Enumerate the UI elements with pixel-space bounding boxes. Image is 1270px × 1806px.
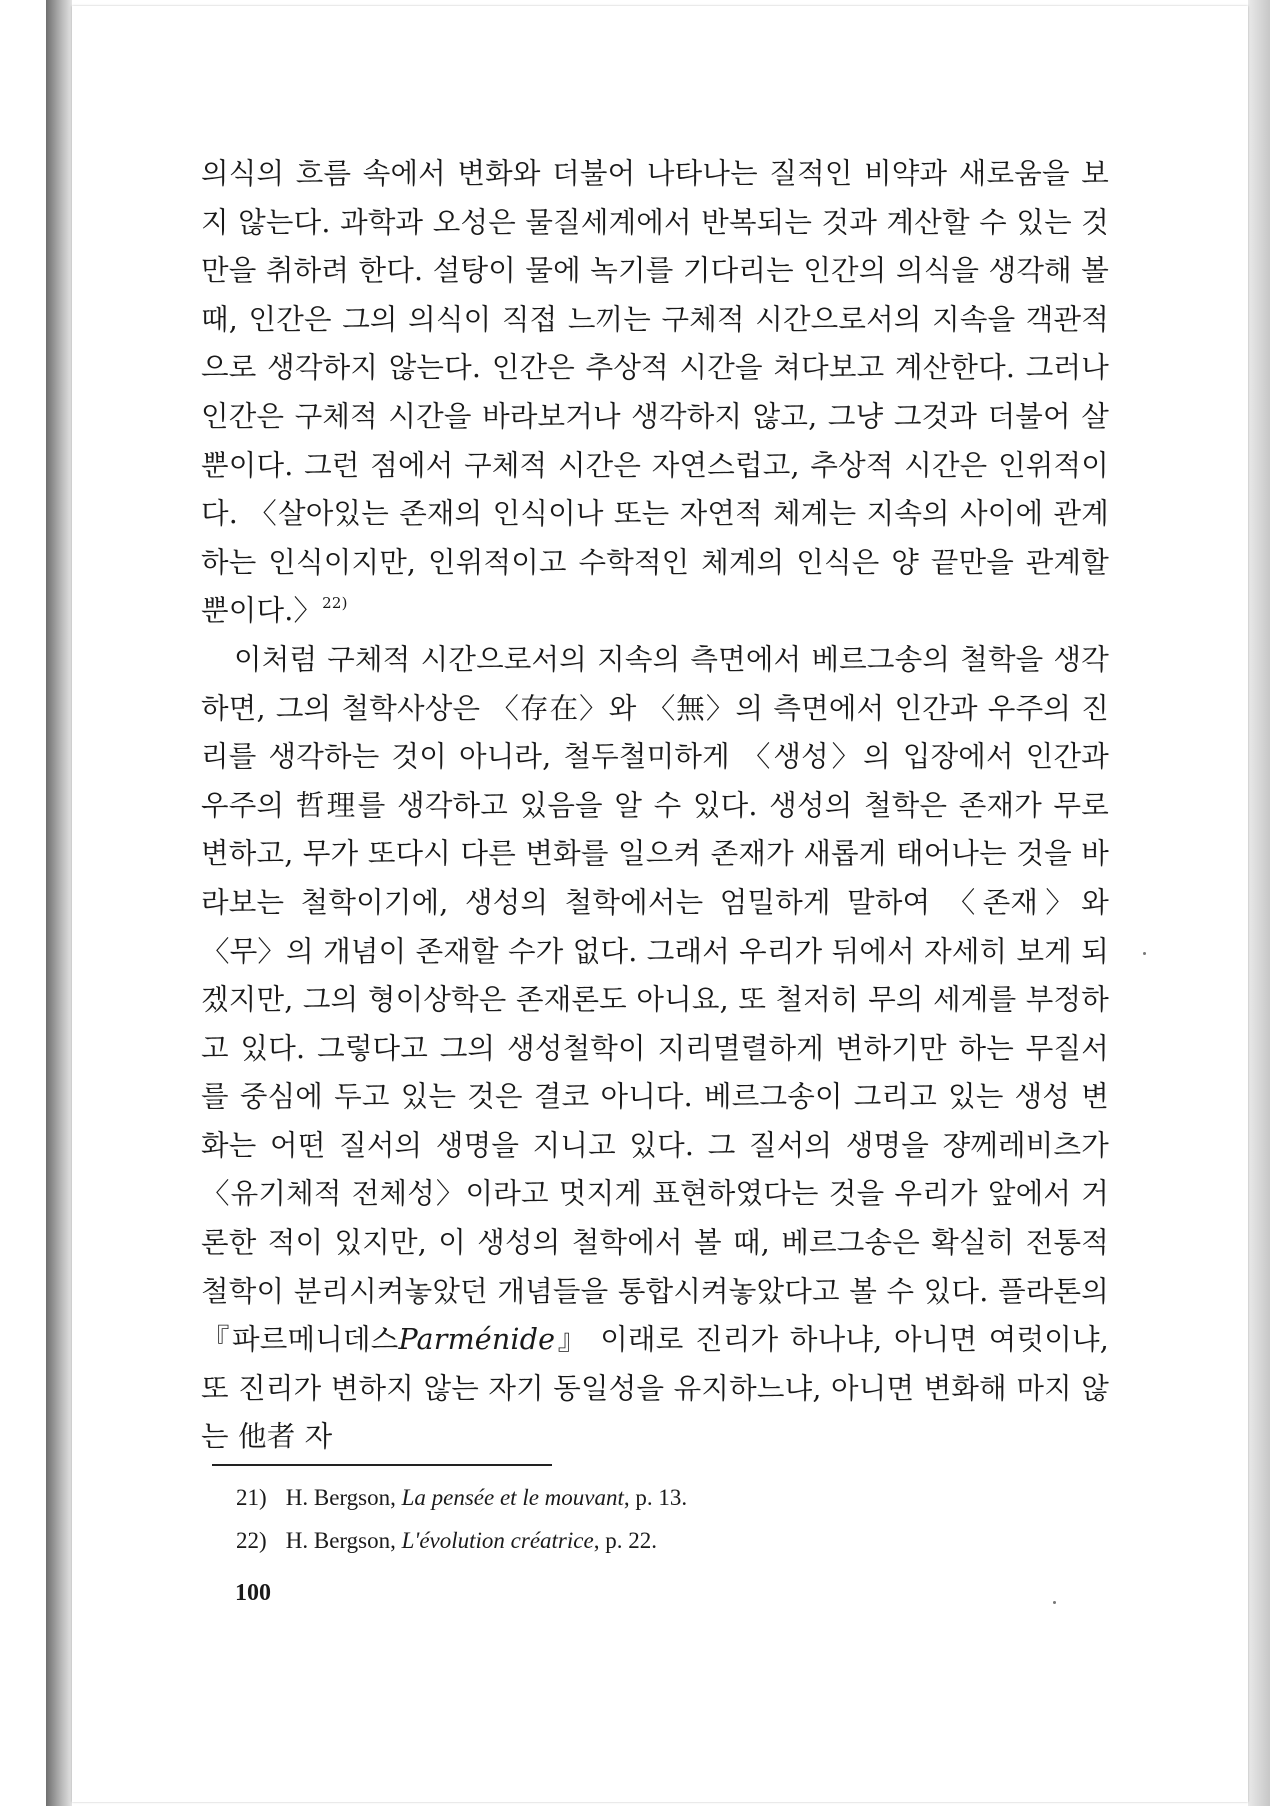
paragraph-1-text: 의식의 흐름 속에서 변화와 더불어 나타나는 질적인 비약과 새로움을 보지 않는다. 과학과 오성은 물질세계에서 반복되는 것과 계산할 수 있는 것만을 취하려 한다. 설탕이 물에 녹기를 기다리는 인간의 의식을 생각해 볼 때, 인간은 그의 의식이 직접 느끼는 구체적 시간으로서의 지속을 객관적으로 생각하지 않는다. 인간은 추상적 시간을 쳐다보고 계산한다. 그러나 인간은 구체적 시간을 바라보거나 생각하지 않고, 그냥 그것과 더불어 살 뿐이다. 그런 점에서 구체적 시간은 자연스럽고, 추상적 시간은 인위적이다. 〈살아있는 존재의 인식이나 또는 자연적 체계는 지속의 사이에 관계하는 인식이지만, 인위적이고 수학적인 체계의 인식은 양 끝만을 관계할 뿐이다.〉: [201, 157, 1109, 628]
page-number: 100: [235, 1580, 271, 1606]
footnote-author: H. Bergson,: [285, 1485, 396, 1510]
page-speck: [1143, 952, 1146, 955]
paragraph-2-text-b: 』 이래로 진리가 하나냐, 아니면 여럿이냐, 또 진리가 변하지 않는 자기 동일성을 유지하느냐, 아니면 변화해 마지 않는 他者 자: [201, 1323, 1109, 1454]
page-edge-shadow: [1248, 0, 1270, 1806]
main-text: [201, 150, 1109, 1462]
paragraph-2-text-a: 이처럼 구체적 시간으로서의 지속의 측면에서 베르그송의 철학을 생각하면, 그의 철학사상은 〈存在〉와 〈無〉의 측면에서 인간과 우주의 진리를 생각하는 것이 아니라, 철두철미하게 〈생성〉의 입장에서 인간과 우주의 哲理를 생각하고 있음을 알 수 있다. 생성의 철학은 존재가 무로 변하고, 무가 또다시 다른 변화를 일으켜 존재가 새롭게 태어나는 것을 바라보는 철학이기에, 생성의 철학에서는 엄밀하게 말하여 〈존재〉와 〈무〉의 개념이 존재할 수가 없다. 그래서 우리가 뒤에서 자세히 보게 되겠지만, 그의 형이상학은 존재론도 아니요, 또 철저히 무의 세계를 부정하고 있다. 그렇다고 그의 생성철학이 지리멸렬하게 변하기만 하는 무질서를 중심에 두고 있는 것은 결코 아니다. 베르그송이 그리고 있는 생성 변화는 어떤 질서의 생명을 지니고 있다. 그 질서의 생명을 쟝께레비츠가 〈유기체적 전체성〉이라고 멋지게 표현하였다는 것을 우리가 앞에서 거론한 적이 있지만, 이 생성의 철학에서 볼 때, 베르그송은 확실히 전통적 철학이 분리시켜놓았던 개념들을 통합시켜놓았다고 볼 수 있다. 플라톤의 『파르메니데스: [201, 642, 1109, 1357]
footnote-divider: [212, 1464, 552, 1466]
paragraph-1: [201, 150, 1109, 636]
page-speck: [1053, 1601, 1056, 1604]
footnote-title: L'évolution créatrice: [401, 1528, 594, 1553]
footnote-page: , p. 22.: [593, 1528, 657, 1553]
footnote-author: H. Bergson,: [285, 1528, 396, 1553]
paragraph-2-italic-title: Parménide: [398, 1323, 556, 1357]
footnote-ref-22[interactable]: 22): [322, 594, 348, 613]
footnotes: [236, 1476, 1096, 1562]
footnote-21: [236, 1476, 1096, 1519]
footnote-title: La pensée et le mouvant: [401, 1485, 624, 1510]
paragraph-2: [201, 636, 1109, 1462]
footnote-page: , p. 13.: [623, 1485, 688, 1510]
footnote-number: 21): [236, 1485, 267, 1510]
book-spine-shadow: [46, 0, 72, 1806]
footnote-number: 22): [236, 1528, 267, 1553]
footnote-22: [236, 1519, 1096, 1562]
